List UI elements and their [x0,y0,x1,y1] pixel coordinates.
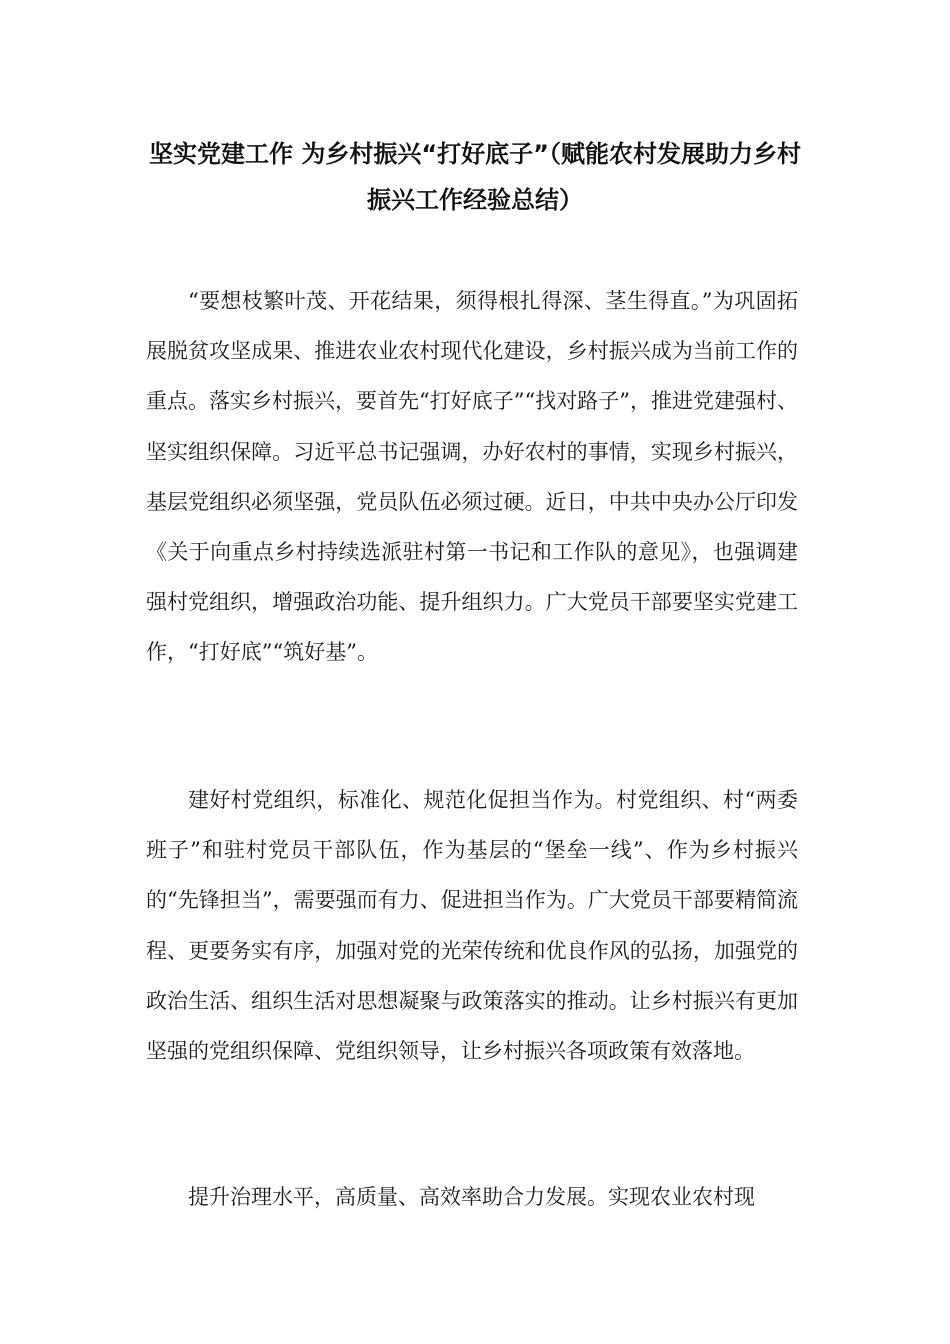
paragraph-2: 建好村党组织，标准化、规范化促担当作为。村党组织、村“两委班子”和驻村党员干部队伍，作为基层的“堡垒一线”、作为乡村振兴的“先锋担当”，需要强而有力、促进担当作为。广大党员干部要精简流程、更要务实有序，加强对党的光荣传统和优良作风的弘扬，加强党的政治生活、组织生活对思想凝聚与政策落实的推动。让乡村振兴有更加坚强的党组织保障、党组织领导，让乡村振兴各项政策有效落地。 [146,788,798,1064]
paragraph-3: 提升治理水平，高质量、高效率助合力发展。实现农业农村现 [188,1185,755,1209]
paragraph-1: “要想枝繁叶茂、开花结果，须得根扎得深、茎生得直。”为巩固拓展脱贫攻坚成果、推进农业农村现代化建设，乡村振兴成为当前工作的重点。落实乡村振兴，要首先“打好底子”“找对路子”，推进党建强村、坚实组织保障。习近平总书记强调，办好农村的事情，实现乡村振兴，基层党组织必须坚强，党员队伍必须过硬。近日，中共中央办公厅印发《关于向重点乡村持续选派驻村第一书记和工作队的意见》，也强调建强村党组织，增强政治功能、提升组织力。广大党员干部要坚实党建工作，“打好底”“筑好基”。 [146,289,798,665]
document-title: 坚实党建工作 为乡村振兴“打好底子”（赋能农村发展助力乡村振兴工作经验总结） [149,140,801,214]
